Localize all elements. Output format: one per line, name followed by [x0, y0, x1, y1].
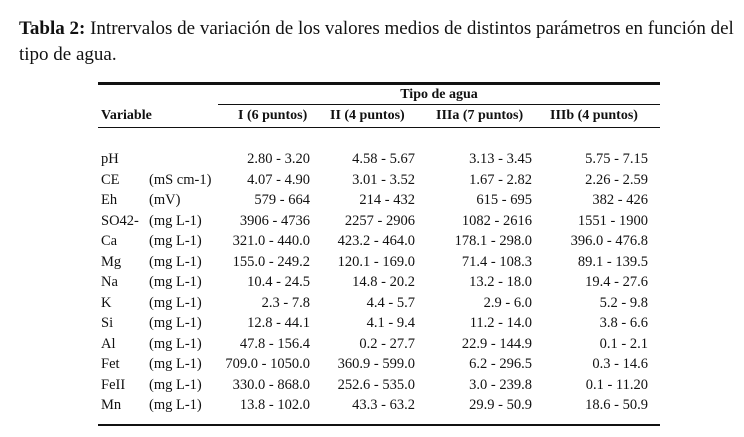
- row-value: 709.0 - 1050.0: [225, 356, 310, 372]
- caption-label: Tabla 2:: [19, 18, 86, 39]
- row-value: 214 - 432: [359, 192, 415, 208]
- caption-text: Intrervalos de variación de los valores medios de distintos parámetros en función del tipo de agua.: [19, 18, 734, 65]
- row-unit: (mg L-1): [149, 335, 202, 352]
- row-value: 360.9 - 599.0: [337, 356, 415, 372]
- row-value: 1.67 - 2.82: [469, 171, 532, 188]
- column-header-iiib: IIIb (4 puntos): [550, 108, 638, 123]
- table-caption: [19, 16, 739, 68]
- table-row: [0, 272, 744, 293]
- column-header-iiia: IIIa (7 puntos): [436, 108, 524, 123]
- group-header-rule: [218, 104, 660, 105]
- row-value: 89.1 - 139.5: [577, 253, 648, 270]
- row-value: 2.80 - 3.20: [247, 151, 310, 167]
- table-row: [0, 231, 744, 252]
- row-value: 19.4 - 27.6: [585, 274, 648, 290]
- row-value: 18.6 - 50.9: [585, 397, 648, 413]
- row-unit: (mg L-1): [149, 233, 202, 249]
- row-unit: (mg L-1): [149, 274, 202, 290]
- row-value: 0.1 - 11.20: [585, 376, 648, 393]
- row-value: 155.0 - 249.2: [232, 253, 310, 270]
- table-row: [0, 149, 744, 170]
- row-value: 579 - 664: [254, 192, 310, 208]
- row-variable: Si: [101, 315, 114, 331]
- row-value: 11.2 - 14.0: [469, 315, 532, 331]
- row-value: 423.2 - 464.0: [337, 233, 415, 249]
- table-row: [0, 252, 744, 273]
- row-unit: (mg L-1): [149, 315, 202, 331]
- table-row: [0, 170, 744, 191]
- table-row: [0, 395, 744, 416]
- row-value: 396.0 - 476.8: [570, 233, 648, 249]
- row-value: 3.01 - 3.52: [352, 171, 415, 188]
- row-value: 321.0 - 440.0: [232, 233, 310, 249]
- row-value: 4.07 - 4.90: [247, 171, 310, 188]
- row-variable: FeII: [101, 376, 126, 393]
- row-value: 120.1 - 169.0: [337, 253, 415, 270]
- row-unit: (mg L-1): [149, 212, 202, 229]
- row-value: 14.8 - 20.2: [352, 274, 415, 290]
- row-value: 2.26 - 2.59: [585, 171, 648, 188]
- row-variable: CE: [101, 171, 120, 188]
- row-value: 0.2 - 27.7: [359, 335, 415, 352]
- row-value: 13.8 - 102.0: [239, 397, 310, 413]
- row-variable: pH: [101, 151, 119, 167]
- row-value: 3.13 - 3.45: [469, 151, 532, 167]
- row-value: 2.3 - 7.8: [261, 294, 310, 311]
- row-variable: Mg: [101, 253, 122, 270]
- row-value: 330.0 - 868.0: [232, 376, 310, 393]
- row-variable: Na: [101, 274, 118, 290]
- variable-header: Variable: [101, 108, 152, 123]
- row-unit: (mS cm-1): [149, 171, 212, 188]
- table-row: [0, 375, 744, 396]
- row-value: 3.0 - 239.8: [469, 376, 532, 393]
- column-header-ii: II (4 puntos): [330, 108, 405, 123]
- row-value: 2.9 - 6.0: [483, 294, 532, 311]
- row-variable: Al: [101, 335, 116, 352]
- row-value: 4.4 - 5.7: [366, 294, 415, 311]
- row-value: 1082 - 2616: [461, 212, 532, 229]
- table-body: [0, 149, 744, 416]
- table-row: [0, 334, 744, 355]
- row-variable: K: [101, 294, 112, 311]
- row-value: 6.2 - 296.5: [469, 356, 532, 372]
- row-value: 0.1 - 2.1: [599, 335, 648, 352]
- row-value: 47.8 - 156.4: [239, 335, 310, 352]
- row-value: 252.6 - 535.0: [337, 376, 415, 393]
- row-value: 10.4 - 24.5: [247, 274, 310, 290]
- row-value: 71.4 - 108.3: [461, 253, 532, 270]
- table-row: [0, 313, 744, 334]
- row-value: 12.8 - 44.1: [247, 315, 310, 331]
- table-top-rule: [98, 82, 660, 85]
- row-variable: Ca: [101, 233, 118, 249]
- table-row: [0, 354, 744, 375]
- row-value: 2257 - 2906: [344, 212, 415, 229]
- row-value: 1551 - 1900: [577, 212, 648, 229]
- row-unit: (mg L-1): [149, 376, 202, 393]
- row-unit: (mg L-1): [149, 253, 202, 270]
- header-bottom-rule: [98, 127, 660, 128]
- group-header: Tipo de agua: [400, 87, 478, 102]
- row-value: 178.1 - 298.0: [454, 233, 532, 249]
- row-value: 43.3 - 63.2: [352, 397, 415, 413]
- row-variable: Mn: [101, 397, 122, 413]
- table-row: [0, 293, 744, 314]
- row-value: 13.2 - 18.0: [469, 274, 532, 290]
- row-unit: (mV): [149, 192, 181, 208]
- row-value: 5.2 - 9.8: [599, 294, 648, 311]
- row-value: 615 - 695: [476, 192, 532, 208]
- column-header-i: I (6 puntos): [238, 108, 308, 123]
- row-unit: (mg L-1): [149, 397, 202, 413]
- row-value: 5.75 - 7.15: [585, 151, 648, 167]
- row-value: 382 - 426: [592, 192, 648, 208]
- table-row: [0, 211, 744, 232]
- row-value: 4.1 - 9.4: [366, 315, 415, 331]
- row-unit: (mg L-1): [149, 356, 202, 372]
- row-value: 3906 - 4736: [239, 212, 310, 229]
- row-variable: Eh: [101, 192, 118, 208]
- row-value: 0.3 - 14.6: [592, 356, 648, 372]
- row-variable: SO42-: [101, 212, 139, 229]
- table-bottom-rule: [98, 424, 660, 426]
- row-unit: (mg L-1): [149, 294, 202, 311]
- row-value: 22.9 - 144.9: [461, 335, 532, 352]
- row-value: 3.8 - 6.6: [599, 315, 648, 331]
- row-value: 29.9 - 50.9: [469, 397, 532, 413]
- row-variable: Fet: [101, 356, 120, 372]
- row-value: 4.58 - 5.67: [352, 151, 415, 167]
- table-row: [0, 190, 744, 211]
